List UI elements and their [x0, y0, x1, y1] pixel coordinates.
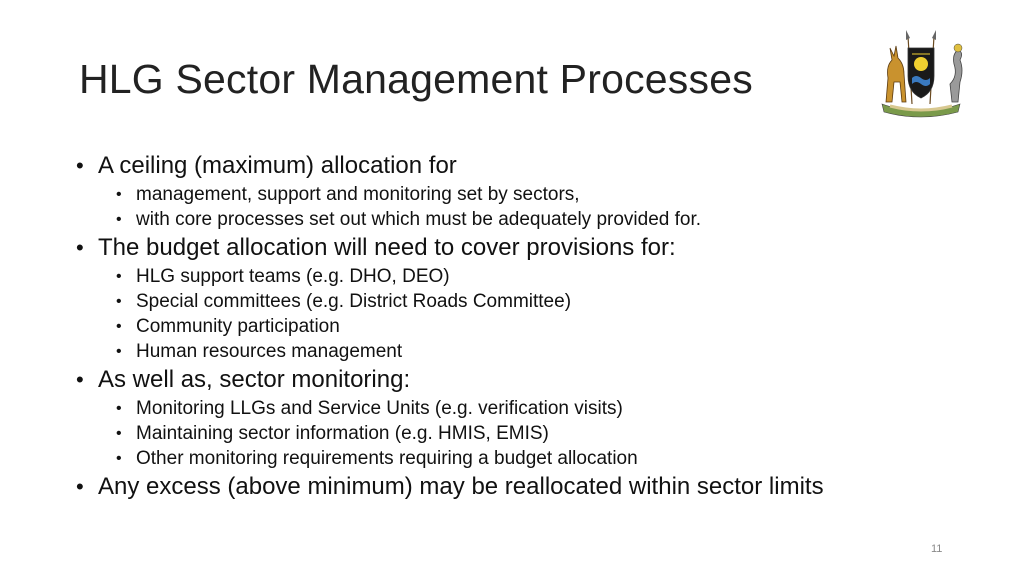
bullet-marker: •	[76, 367, 84, 392]
bullet-text: A ceiling (maximum) allocation for	[98, 152, 457, 179]
sub-list-item	[76, 289, 976, 314]
sub-list-item	[76, 339, 976, 364]
bullet-marker: •	[116, 450, 122, 467]
bullet-text: As well as, sector monitoring:	[98, 366, 411, 393]
sub-bullet-text: management, support and monitoring set by sectors,	[136, 184, 580, 205]
sub-list-item	[76, 264, 976, 289]
bullet-marker: •	[116, 343, 122, 360]
bullet-marker: •	[116, 293, 122, 310]
sub-bullet-text: with core processes set out which must be adequately provided for.	[136, 209, 702, 230]
list-item	[76, 150, 976, 182]
coat-of-arms-emblem	[868, 26, 974, 118]
bullet-marker: •	[116, 268, 122, 285]
sub-bullet-text: Other monitoring requirements requiring a budget allocation	[136, 448, 638, 469]
sub-list-item	[76, 207, 976, 232]
slide-title: HLG Sector Management Processes	[79, 56, 753, 102]
bullet-marker: •	[76, 153, 84, 178]
sub-list-item	[76, 446, 976, 471]
page-number: 11	[931, 543, 943, 555]
sub-list-item	[76, 421, 976, 446]
bullet-marker: •	[116, 400, 122, 417]
sub-bullet-text: Community participation	[136, 316, 340, 337]
sub-bullet-text: HLG support teams (e.g. DHO, DEO)	[136, 266, 450, 287]
sub-bullet-text: Special committees (e.g. District Roads Committee)	[136, 291, 572, 312]
bullet-marker: •	[76, 235, 84, 260]
list-item	[76, 232, 976, 264]
bullet-marker: •	[116, 186, 122, 203]
list-item	[76, 364, 976, 396]
list-item	[76, 471, 976, 503]
sub-bullet-text: Monitoring LLGs and Service Units (e.g. verification visits)	[136, 398, 623, 419]
bullet-text: Any excess (above minimum) may be reallocated within sector limits	[98, 473, 824, 500]
bullet-marker: •	[116, 318, 122, 335]
bullet-marker: •	[116, 425, 122, 442]
bullet-marker: •	[116, 211, 122, 228]
sub-list-item	[76, 182, 976, 207]
bullet-list	[76, 150, 976, 503]
sub-bullet-text: Maintaining sector information (e.g. HMIS, EMIS)	[136, 423, 549, 444]
bullet-text: The budget allocation will need to cover provisions for:	[98, 234, 676, 261]
bullet-marker: •	[76, 474, 84, 499]
sub-list-item	[76, 396, 976, 421]
sub-bullet-text: Human resources management	[136, 341, 403, 362]
sub-list-item	[76, 314, 976, 339]
